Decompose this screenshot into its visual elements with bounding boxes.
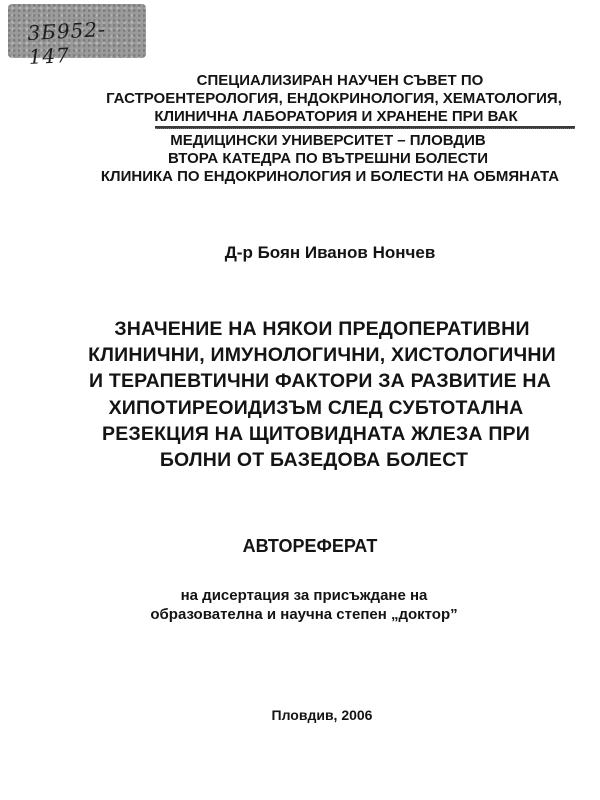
council-line: ГАСТРОЕНТЕРОЛОГИЯ, ЕНДОКРИНОЛОГИЯ, ХЕМАТОЛОГИЯ, (106, 90, 562, 107)
library-stamp (8, 4, 146, 70)
title-line: РЕЗЕКЦИЯ НА ЩИТОВИДНАТА ЖЛЕЗА ПРИ (102, 423, 530, 445)
title-line: И ТЕРАПЕВТИЧНИ ФАКТОРИ ЗА РАЗВИТИЕ НА (89, 370, 551, 392)
document-type: АВТОРЕФЕРАТ (242, 536, 378, 556)
place-year: Пловдив, 2006 (271, 707, 373, 723)
title-line: ЗНАЧЕНИЕ НА НЯКОИ ПРЕДОПЕРАТИВНИ (114, 318, 530, 340)
title-line: БОЛНИ ОТ БАЗЕДОВА БОЛЕСТ (159, 449, 469, 471)
author-name: Д-р Боян Иванов Нончев (224, 243, 436, 262)
subtitle-line: на дисертация за присъждане на (180, 587, 428, 604)
title-line: ХИПОТИРЕОИДИЗЪМ СЛЕД СУБТОТАЛНА (108, 397, 524, 419)
title-line: КЛИНИЧНИ, ИМУНОЛОГИЧНИ, ХИСТОЛОГИЧНИ (88, 344, 556, 366)
institution-line: ВТОРА КАТЕДРА ПО ВЪТРЕШНИ БОЛЕСТИ (168, 150, 488, 167)
header-divider (155, 126, 575, 129)
institution-line: МЕДИЦИНСКИ УНИВЕРСИТЕТ – ПЛОВДИВ (170, 132, 486, 149)
stamp-number: 3Б952-147 (26, 17, 107, 70)
institution-line: КЛИНИКА ПО ЕНДОКРИНОЛОГИЯ И БОЛЕСТИ НА ОБМЯНАТА (100, 168, 560, 185)
subtitle-line: образователна и научна степен „доктор” (150, 606, 458, 623)
council-line: СПЕЦИАЛИЗИРАН НАУЧЕН СЪВЕТ ПО (196, 72, 484, 89)
council-line: КЛИНИЧНА ЛАБОРАТОРИЯ И ХРАНЕНЕ ПРИ ВАК (154, 108, 518, 125)
